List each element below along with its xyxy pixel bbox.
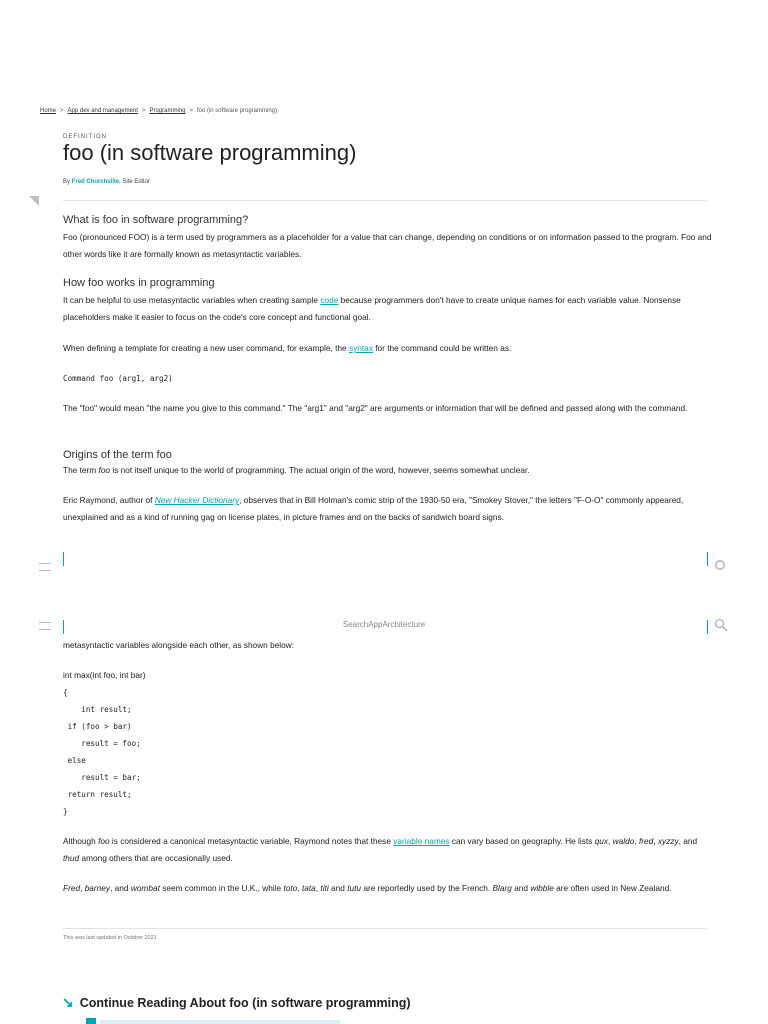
emphasis: Fred	[63, 883, 81, 893]
code-line: }	[63, 807, 68, 816]
divider	[63, 928, 707, 929]
list-bullet	[86, 1018, 96, 1024]
triangle-icon	[29, 196, 39, 206]
emphasis: Blarg	[492, 883, 512, 893]
author-link[interactable]: Fred Churchville	[71, 179, 120, 185]
breadcrumb-separator: >	[189, 108, 193, 114]
emphasis: waldo	[612, 836, 635, 846]
code-line: return result;	[63, 790, 132, 799]
site-name[interactable]: SearchAppArchitecture	[342, 620, 426, 629]
paragraph-how-2	[63, 340, 713, 357]
breadcrumb-programming[interactable]: Programming	[149, 108, 186, 114]
byline-prefix: By	[63, 179, 71, 185]
code-line: result = bar;	[63, 773, 141, 782]
emphasis: foo	[98, 465, 111, 475]
accent-bar	[63, 552, 64, 566]
text: Although	[63, 836, 99, 846]
author-role: , Site Editor	[119, 179, 151, 185]
code-link[interactable]: code	[320, 295, 339, 305]
emphasis: barney	[84, 883, 111, 893]
article-eyebrow: DEFINITION	[63, 134, 107, 140]
syntax-link[interactable]: syntax	[348, 343, 373, 353]
emphasis: thud	[63, 853, 80, 863]
code-line: int max(int foo, int bar)	[63, 670, 146, 680]
text: is considered a canonical metasyntactic variable, Raymond notes that these	[109, 836, 394, 846]
code-line: {	[63, 688, 68, 697]
breadcrumb-app-dev[interactable]: App dev and management	[67, 108, 138, 114]
text: because programmers don't have to create unique names for each variable value. Nonsense placeholders make it easier to focus on the code's core concept and functional goal.	[63, 295, 681, 322]
text: can vary based on geography. He lists	[449, 836, 595, 846]
text: , observes that in Bill Holman's comic strip of the 1930-50 era, "Smokey Stover," the letters "F-O-O" commonly appeared, unexplained and as a kind of running gag on license plates, in picture frames and on the backs of sandwich board signs.	[63, 495, 684, 522]
code-line: int result;	[63, 705, 132, 714]
paragraph-what-is-foo: Foo (pronounced FOO) is a term used by programmers as a placeholder for a value that can change, depending on conditions or on information passed to the program. Foo and other words like it are formally known as metasyntactic variables.	[63, 232, 712, 259]
emphasis: wibble	[530, 883, 554, 893]
emphasis: tutu	[347, 883, 362, 893]
breadcrumb-separator: >	[141, 108, 146, 114]
heading-origins: Origins of the term foo	[63, 449, 172, 461]
breadcrumb-home[interactable]: Home	[40, 108, 57, 114]
paragraph-how-3: The "foo" would mean "the name you give to this command." The "arg1" and "arg2" are arguments or information that will be defined and passed along with the command.	[63, 403, 688, 413]
arrow-down-right-icon: ↘	[62, 994, 74, 1010]
text: are often used in New Zealand.	[553, 883, 672, 893]
accent-bar	[707, 552, 708, 566]
text: is not itself unique to the world of programming. The actual origin of the word, however, seems somewhat unclear.	[110, 465, 530, 475]
hamburger-icon[interactable]	[39, 563, 51, 571]
emphasis: fred	[638, 836, 654, 846]
emphasis: toto	[283, 883, 298, 893]
search-icon[interactable]	[714, 559, 728, 573]
text: for the command could be written as:	[372, 343, 512, 353]
continue-reading-heading	[62, 994, 411, 1011]
paragraph-origins-1	[63, 462, 713, 479]
text: among others that are occasionally used.	[79, 853, 233, 863]
code-command-example: Command foo (arg1, arg2)	[63, 374, 173, 383]
paragraph-origins-2	[63, 492, 713, 526]
paragraph-raymond: Although foo is considered a canonical metasyntactic variable, Raymond notes that these variable names can vary based on geography. He lists qux, waldo, fred, xyzzy, and thud among others that are occasionally used.	[63, 836, 698, 863]
divider	[63, 200, 707, 201]
emphasis: titi	[320, 883, 329, 893]
breadcrumb-separator: >	[60, 108, 64, 114]
emphasis: tata	[301, 883, 316, 893]
text: When defining a template for creating a new user command, for example, the	[63, 343, 349, 353]
text: seem common in the U.K., while	[159, 883, 284, 893]
byline	[63, 179, 150, 185]
new-hacker-dictionary-link[interactable]: New Hacker Dictionary	[154, 495, 240, 505]
breadcrumb-current: foo (in software programming)	[196, 108, 277, 114]
text: The term	[63, 465, 99, 475]
text: Eric Raymond, author of	[63, 495, 155, 505]
text: It can be helpful to use metasyntactic variables when creating sample	[63, 295, 321, 305]
heading-what-is-foo: What is foo in software programming?	[63, 214, 249, 226]
search-icon[interactable]	[714, 618, 728, 632]
page-title: foo (in software programming)	[63, 140, 357, 165]
heading-how-foo-works: How foo works in programming	[63, 277, 215, 289]
emphasis: xyzzy	[657, 836, 679, 846]
emphasis: wombat	[130, 883, 160, 893]
emphasis: qux	[594, 836, 609, 846]
text: and	[683, 836, 698, 846]
last-updated: This was last updated in October 2021	[63, 935, 157, 941]
code-line: if (foo > bar)	[63, 722, 132, 731]
continue-reading-title: Continue Reading About foo (in software programming)	[79, 996, 411, 1010]
code-line: else	[63, 756, 86, 765]
text: are reportedly used by the French.	[361, 883, 493, 893]
continue-reading-link[interactable]	[100, 1020, 340, 1024]
paragraph-metasyntactic: metasyntactic variables alongside each other, as shown below:	[63, 640, 295, 650]
variable-names-link[interactable]: variable names	[393, 836, 450, 846]
breadcrumb	[40, 108, 277, 114]
code-line: result = foo;	[63, 739, 141, 748]
emphasis: foo	[98, 836, 110, 846]
paragraph-regional: Fred, barney, and wombat seem common in the U.K., while toto, tata, titi and tutu are reportedly used by the French. Blarg and wibble are often used in New Zealand.	[63, 883, 672, 893]
paragraph-how-1	[63, 292, 713, 326]
